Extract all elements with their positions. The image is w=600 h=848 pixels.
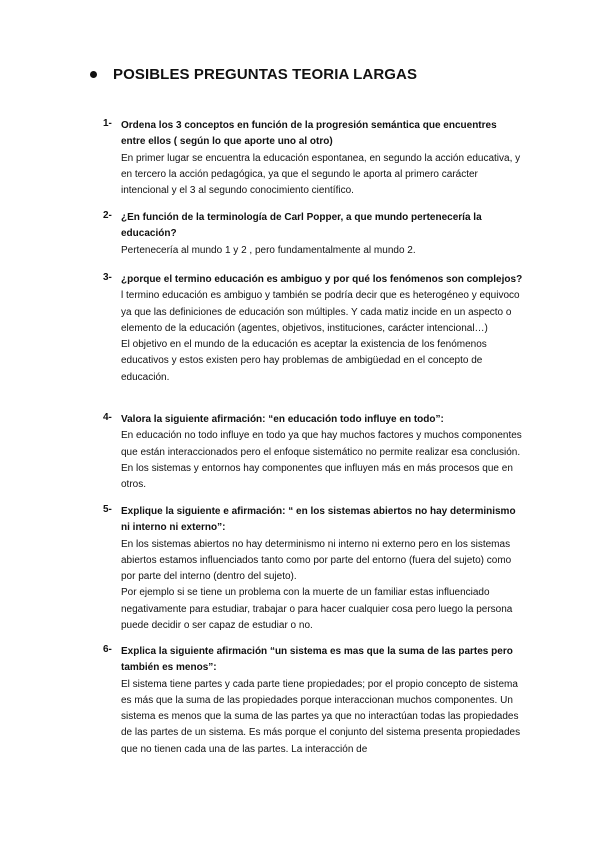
question-item [103, 272, 523, 386]
question-answer-extra: El objetivo en el mundo de la educación es aceptar la existencia de los fenómenos educativos y estos existen pero hay problemas de ambigüedad en el concepto de educación. [121, 339, 487, 383]
question-title: ¿En función de la terminología de Carl Popper, a que mundo pertenecería la educación? [121, 212, 482, 240]
question-number: 4- [103, 412, 112, 423]
question-answer: En educación no todo influye en todo ya que hay muchos factores y muchos componentes que están interaccionados pero el enfoque sistemático no permite realizar esa conclusión. En los sistemas y entornos hay componentes que influyen más en más procesos que en otros. [121, 430, 522, 491]
question-number: 6- [103, 644, 112, 655]
question-item [103, 210, 523, 259]
question-item [103, 412, 523, 493]
question-answer: En primer lugar se encuentra la educación espontanea, en segundo la acción educativa, y en tercero la acción pedagógica, ya que el segundo le aporta al primero carácter intencional y el 3 al segundo conocimiento científico. [121, 152, 521, 197]
question-item [103, 504, 523, 634]
question-title: ¿porque el termino educación es ambiguo y por qué los fenómenos son complejos? [121, 274, 523, 285]
question-answer: El sistema tiene partes y cada parte tiene propiedades; por el propio concepto de sistema es más que la suma de las propiedades porque interaccionan muchos componentes. Un sistema es menos que la suma de las partes ya que no interactúan todas las propiedades de las partes de un sistema. Es más porque el conjunto del sistema presenta propiedades que no tienen cada una de las partes. La interacción de [121, 678, 521, 755]
question-title: Valora la siguiente afirmación: “en educación todo influye en todo”: [121, 414, 444, 425]
question-title: Explique la siguiente e afirmación: “ en los sistemas abiertos no hay determinismo ni interno ni externo”: [121, 506, 516, 534]
question-number: 3- [103, 272, 112, 283]
bullet-icon [90, 71, 97, 78]
page-title: POSIBLES PREGUNTAS TEORIA LARGAS [113, 66, 418, 83]
title-row [90, 66, 417, 83]
question-answer: l termino educación es ambiguo y también se podría decir que es heterogéneo y equivoco ya que las definiciones de educación son múltiples. Y cada matiz incide en un aspecto o elemento de la educación (agentes, objetivos, instituciones, carácter intencional…) [121, 290, 520, 334]
question-answer-extra: Por ejemplo si se tiene un problema con la muerte de un familiar estas influenciado negativamente para estudiar, trabajar o para hacer cualquier cosa pero luego la persona puede decidir o ser capaz de estudiar o no. [121, 587, 513, 632]
question-item [103, 644, 523, 758]
question-item [103, 118, 523, 199]
question-number: 5- [103, 504, 112, 515]
question-answer: Pertenecería al mundo 1 y 2 , pero fundamentalmente al mundo 2. [121, 244, 416, 256]
question-title: Explica la siguiente afirmación “un sistema es mas que la suma de las partes pero también es menos”: [121, 646, 513, 674]
question-number: 1- [103, 118, 112, 129]
question-number: 2- [103, 210, 112, 221]
question-answer: En los sistemas abiertos no hay determinismo ni interno ni externo pero en los sistemas abiertos estamos influenciados tanto como por parte del entorno (fuera del sujeto) como por parte del interno (dentro del sujeto). [121, 538, 512, 583]
question-title: Ordena los 3 conceptos en función de la progresión semántica que encuentres entre ellos ( según lo que aporte uno al otro) [121, 120, 497, 148]
